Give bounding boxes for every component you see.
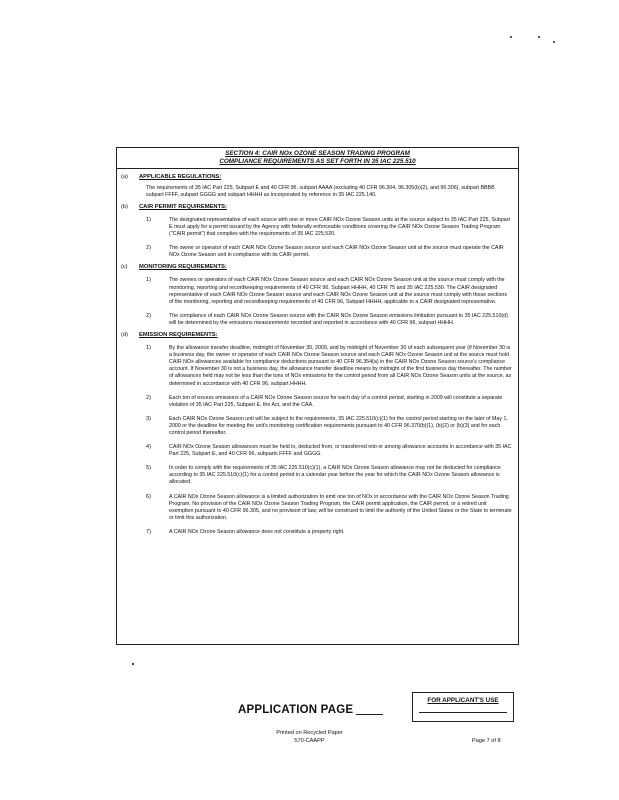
section-title: MONITORING REQUIREMENTS: (139, 264, 227, 271)
requirement-text: A CAIR NOx Ozone Season allowance is a limited authorization to emit one ton of NOx in accordance with the CAIR NOx Ozone Season Trading Program. No provision of the CAIR NOx Ozone Season Trading Program, the CAIR permit application, the CAIR permit, or a retired unit exemption pursuant to 40 CFR 96.305, and no provision of law, will be construed to limit the authority of the United States or the State to terminate or limit this authorization. (169, 493, 512, 521)
page-number: Page 7 of 8 (472, 738, 501, 744)
requirement-item (137, 313, 512, 327)
section-letter: (d) (121, 332, 128, 339)
section-frame (116, 147, 519, 645)
requirement-text: A CAIR NOx Ozone Season allowance does not constitute a property right. (169, 528, 345, 535)
section-a (117, 174, 518, 199)
section-d (117, 332, 518, 536)
requirement-text: In order to comply with the requirements of 35 IAC 225.510(c)(1), a CAIR NOx Ozone Season allowance may not be deducted for compliance according to 35 IAC 225.510(c)(1) for a control period in a calendar year before the year for which the CAIR NOx Ozone Season allowance is allocated. (169, 465, 501, 486)
applicant-use-blank (419, 712, 507, 713)
requirement-item (137, 245, 512, 259)
applicant-use-box (412, 692, 514, 722)
requirement-item (137, 465, 512, 486)
requirement-text: The designated representative of each source with one or more CAIR NOx Ozone Season units at the source subject to 35 IAC Part 225, Subpart E must apply for a permit issued by the Agency with federally enforceable conditions covering the CAIR NOx Ozone Season Trading Program ("CAIR permit") that complies with the requirements of 35 IAC 225.520. (169, 217, 510, 238)
requirement-item (137, 494, 512, 522)
section-b (117, 204, 518, 259)
section-letter: (a) (121, 174, 128, 180)
section-list (117, 174, 518, 536)
requirement-item (137, 416, 512, 437)
section-title: APPLICABLE REGULATIONS: (139, 174, 222, 180)
recycled-paper-note: Printed on Recycled Paper (276, 730, 343, 736)
requirement-item (137, 345, 512, 388)
requirement-text: The owners or operators of each CAIR NOx Ozone Season source and each CAIR NOx Ozone Season unit at the source must comply with the monitoring, reporting and recordkeeping requirements of 40 CFR 96, Subpart HHHH, 40 CFR 75 and 35 IAC 225.530. The CAIR designated representative of each CAIR NOx Ozone Season source and each CAIR NOx Ozone Season unit at the source must comply with those sections of the monitoring, reporting and recordkeeping requirements of 40 CFR 96, Subpart HHHH, applicable to a CAIR designated representative. (169, 277, 507, 305)
requirement-text: The owner or operator of each CAIR NOx Ozone Season source and each CAIR NOx Ozone Season unit at the source must operate the CAIR NOx Ozone Season unit in compliance with its CAIR permit. (169, 245, 504, 259)
requirement-number: 4) (146, 444, 151, 451)
section-c (117, 264, 518, 327)
application-page-blank-line (356, 714, 383, 715)
requirement-number: 6) (146, 493, 151, 500)
requirement-number: 1) (146, 277, 151, 284)
requirement-item (137, 529, 512, 536)
requirement-number: 3) (146, 415, 151, 422)
requirement-item (137, 277, 512, 305)
requirement-item (137, 444, 512, 458)
section-header (117, 148, 518, 169)
requirement-text: CAIR NOx Ozone Season allowances must be held in, deducted from, or transferred into or among allowance accounts in accordance with 35 IAC Part 225, Subpart E, and 40 CFR 96, subparts FFFF and GGGG. (169, 444, 512, 458)
requirement-number: 1) (146, 345, 151, 352)
requirement-text: Each ton of excess emissions of a CAIR NOx Ozone Season source for each day of a control period, starting in 2009 will constitute a separate violation of 35 IAC Part 225, Subpart E, the Act, and the CAA. (169, 394, 503, 408)
requirement-text: By the allowance transfer deadline, midnight of November 30, 2009, and by midnight of November 30 of each subsequent year (if November 30 is a business day, the owner or operator of each CAIR NOx Ozone Season source and each CAIR NOx Ozone Season unit at the source must hold CAIR NOx allowances available for compliance deductions pursuant to 40 CFR 96.354(a) in the CAIR NOx Ozone Season source's compliance account. If November 30 is not a business day, the allowance transfer deadline means by midnight of the first business day thereafter. The number of allowances held may not be less than the tons of NOx emissions for the control period from all CAIR NOx Ozone Season units at the source, as determined in accordance with 40 CFR 96, subpart HHHH. (169, 345, 512, 387)
section-header-line-2: COMPLIANCE REQUIREMENTS AS SET FORTH IN 35 IAC 225.510 (219, 158, 416, 165)
application-page-title: APPLICATION PAGE (238, 704, 354, 716)
section-header-line-1: SECTION 4: CAIR NOx OZONE SEASON TRADING PROGRAM (225, 150, 410, 157)
requirement-text: Each CAIR NOx Ozone Season unit will be subject to the requirements, 35 IAC 225.510(c)(1) for the control period starting on the later of May 1, 2009 or the deadline for meeting the unit's monitoring certification requirements pursuant to 40 CFR 96.370(b)(1), (b)(2) or (b)(3) and for each control period thereafter. (169, 415, 508, 436)
requirement-number: 2) (146, 394, 151, 401)
section-title: CAIR PERMIT REQUIREMENTS: (139, 204, 227, 210)
section-letter: (c) (121, 264, 128, 271)
requirement-number: 2) (146, 245, 151, 252)
requirement-item (137, 395, 512, 409)
requirement-text: The compliance of each CAIR NOx Ozone Season source with the CAIR NOx Ozone Season emissions limitation pursuant to 35 IAC 225.510(d) will be determined by the emissions measurements recorded and reported in accordance with 40 CFR 96, subpart HHHH. (169, 312, 508, 326)
requirement-number: 7) (146, 528, 151, 535)
section-body: The requirements of 35 IAC Part 225, Subpart E and 40 CFR 96, subpart AAAA (excluding 40 CFR 96.304, 96.305(b)(2), and 96.306), subpart BBBB subpart FFFF, subpart GGGG and subpart HHHH as incorporated by reference in 35 IAC 225.140. (146, 185, 495, 198)
section-title: EMISSION REQUIREMENTS: (139, 332, 218, 339)
requirement-item (137, 217, 512, 238)
requirement-number: 5) (146, 465, 151, 472)
applicant-use-label: FOR APPLICANT'S USE (427, 697, 499, 704)
requirement-number: 1) (146, 217, 151, 223)
form-number: 570-CAAPP (294, 738, 325, 744)
section-letter: (b) (121, 204, 128, 210)
requirement-number: 2) (146, 312, 151, 319)
scan-speck (132, 663, 134, 665)
